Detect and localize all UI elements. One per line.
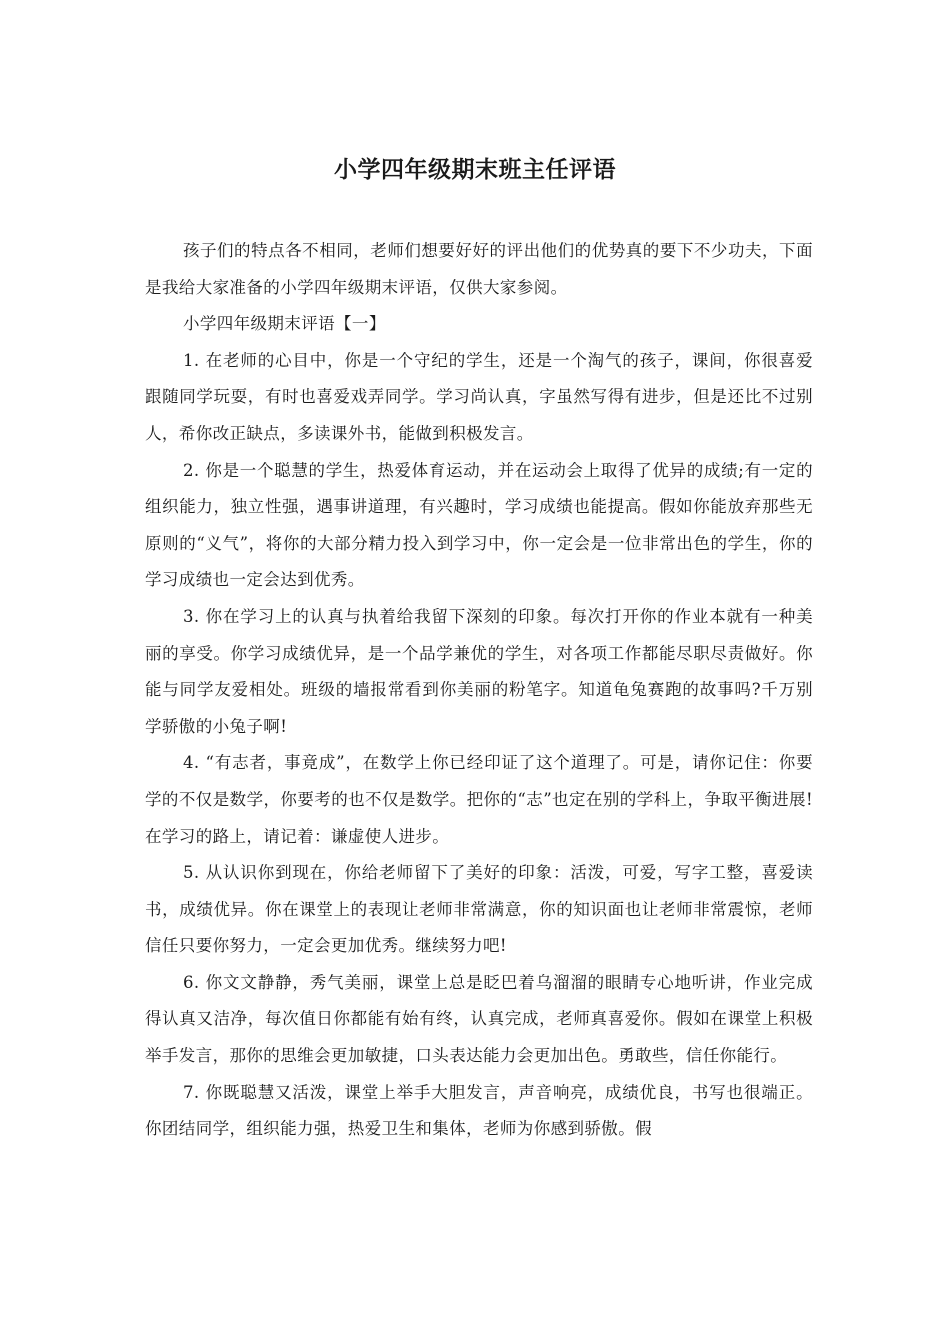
comment-item-2: 2. 你是一个聪慧的学生，热爱体育运动，并在运动会上取得了优异的成绩;有一定的组织能力，独立性强，遇事讲道理，有兴趣时，学习成绩也能提高。假如你能放弃那些无原则的“义气”，将你的大部分精力投入到学习中，你一定会是一位非常出色的学生，你的学习成绩也一定会达到优秀。	[145, 460, 813, 590]
comment-item-6: 6. 你文文静静，秀气美丽，课堂上总是眨巴着乌溜溜的眼睛专心地听讲，作业完成得认真又洁净，每次值日你都能有始有终，认真完成，老师真喜爱你。假如在课堂上积极举手发言，那你的思维会更加敏捷，口头表达能力会更加出色。勇敢些，信任你能行。	[145, 972, 813, 1066]
intro-paragraph: 孩子们的特点各不相同，老师们想要好好的评出他们的优势真的要下不少功夫，下面是我给大家准备的小学四年级期末评语，仅供大家参阅。	[145, 241, 813, 297]
comment-item-5: 5. 从认识你到现在，你给老师留下了美好的印象：活泼，可爱，写字工整，喜爱读书，成绩优异。你在课堂上的表现让老师非常满意，你的知识面也让老师非常震惊，老师信任只要你努力，一定会更加优秀。继续努力吧!	[145, 863, 813, 956]
comment-item-1: 1. 在老师的心目中，你是一个守纪的学生，还是一个淘气的孩子，课间，你很喜爱跟随同学玩耍，有时也喜爱戏弄同学。学习尚认真，字虽然写得有进步，但是还比不过别人，希你改正缺点，多读课外书，能做到积极发言。	[145, 350, 813, 443]
comment-item-7: 7. 你既聪慧又活泼，课堂上举手大胆发言，声音响亮，成绩优良，书写也很端正。你团结同学，组织能力强，热爱卫生和集体，老师为你感到骄傲。假	[145, 1082, 813, 1139]
document-body	[145, 233, 813, 1148]
section-heading: 小学四年级期末评语【一】	[182, 314, 386, 334]
comment-item-3: 3. 你在学习上的认真与执着给我留下深刻的印象。每次打开你的作业本就有一种美丽的享受。你学习成绩优异，是一个品学兼优的学生，对各项工作都能尽职尽责做好。你能与同学友爱相处。班级的墙报常看到你美丽的粉笔字。知道龟兔赛跑的故事吗?千万别学骄傲的小兔子啊!	[145, 606, 813, 736]
comment-item-4: 4. “有志者，事竟成”，在数学上你已经印证了这个道理了。可是，请你记住：你要学的不仅是数学，你要考的也不仅是数学。把你的“志”也定在别的学科上，争取平衡进展!在学习的路上，请记着：谦虚使人进步。	[145, 753, 813, 846]
document-title: 小学四年级期末班主任评语	[334, 157, 616, 183]
